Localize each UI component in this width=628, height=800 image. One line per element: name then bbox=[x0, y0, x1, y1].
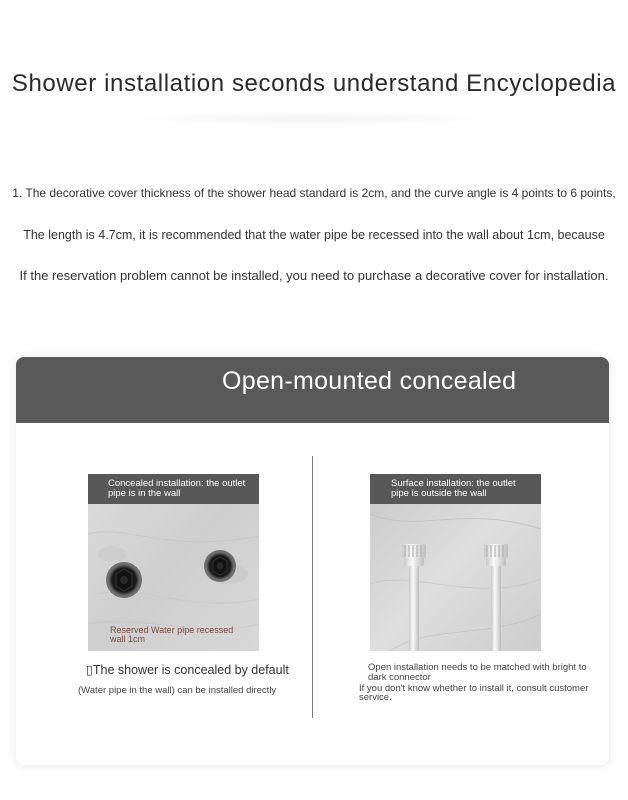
intro-paragraph-3: If the reservation problem cannot be installed, you need to purchase a decorative cover for installation. bbox=[19, 268, 609, 283]
installation-comparison-card bbox=[16, 357, 609, 765]
concealed-photo-caption: Concealed installation: the outlet pipe is in the wall bbox=[88, 474, 259, 504]
surface-connector-note: Open installation needs to be matched with bright to dark connector bbox=[368, 662, 587, 683]
card-title: Open-mounted concealed bbox=[222, 367, 517, 395]
page-title: Shower installation seconds understand Encyclopedia bbox=[11, 70, 617, 97]
recess-note: Reserved Water pipe recessed wall 1cm bbox=[110, 625, 234, 644]
intro-paragraph-2: The length is 4.7cm, it is recommended that the water pipe be recessed into the wall about 1cm, because bbox=[23, 228, 605, 242]
surface-photo-caption: Surface installation: the outlet pipe is outside the wall bbox=[370, 474, 541, 504]
column-divider bbox=[312, 456, 313, 718]
title-shadow-decoration bbox=[120, 112, 500, 126]
concealed-install-note: (Water pipe in the wall) can be installed directly bbox=[78, 685, 277, 696]
intro-paragraph-1: 1. The decorative cover thickness of the shower head standard is 2cm, and the curve angle is 4 points to 6 points, bbox=[12, 186, 616, 200]
consult-service-note: If you don't know whether to install it, consult customer service. bbox=[359, 683, 589, 703]
concealed-default-text: ▯The shower is concealed by default bbox=[86, 663, 289, 677]
card-header-bar bbox=[16, 357, 609, 423]
surface-installation-photo bbox=[370, 474, 541, 651]
concealed-installation-photo bbox=[88, 474, 259, 651]
